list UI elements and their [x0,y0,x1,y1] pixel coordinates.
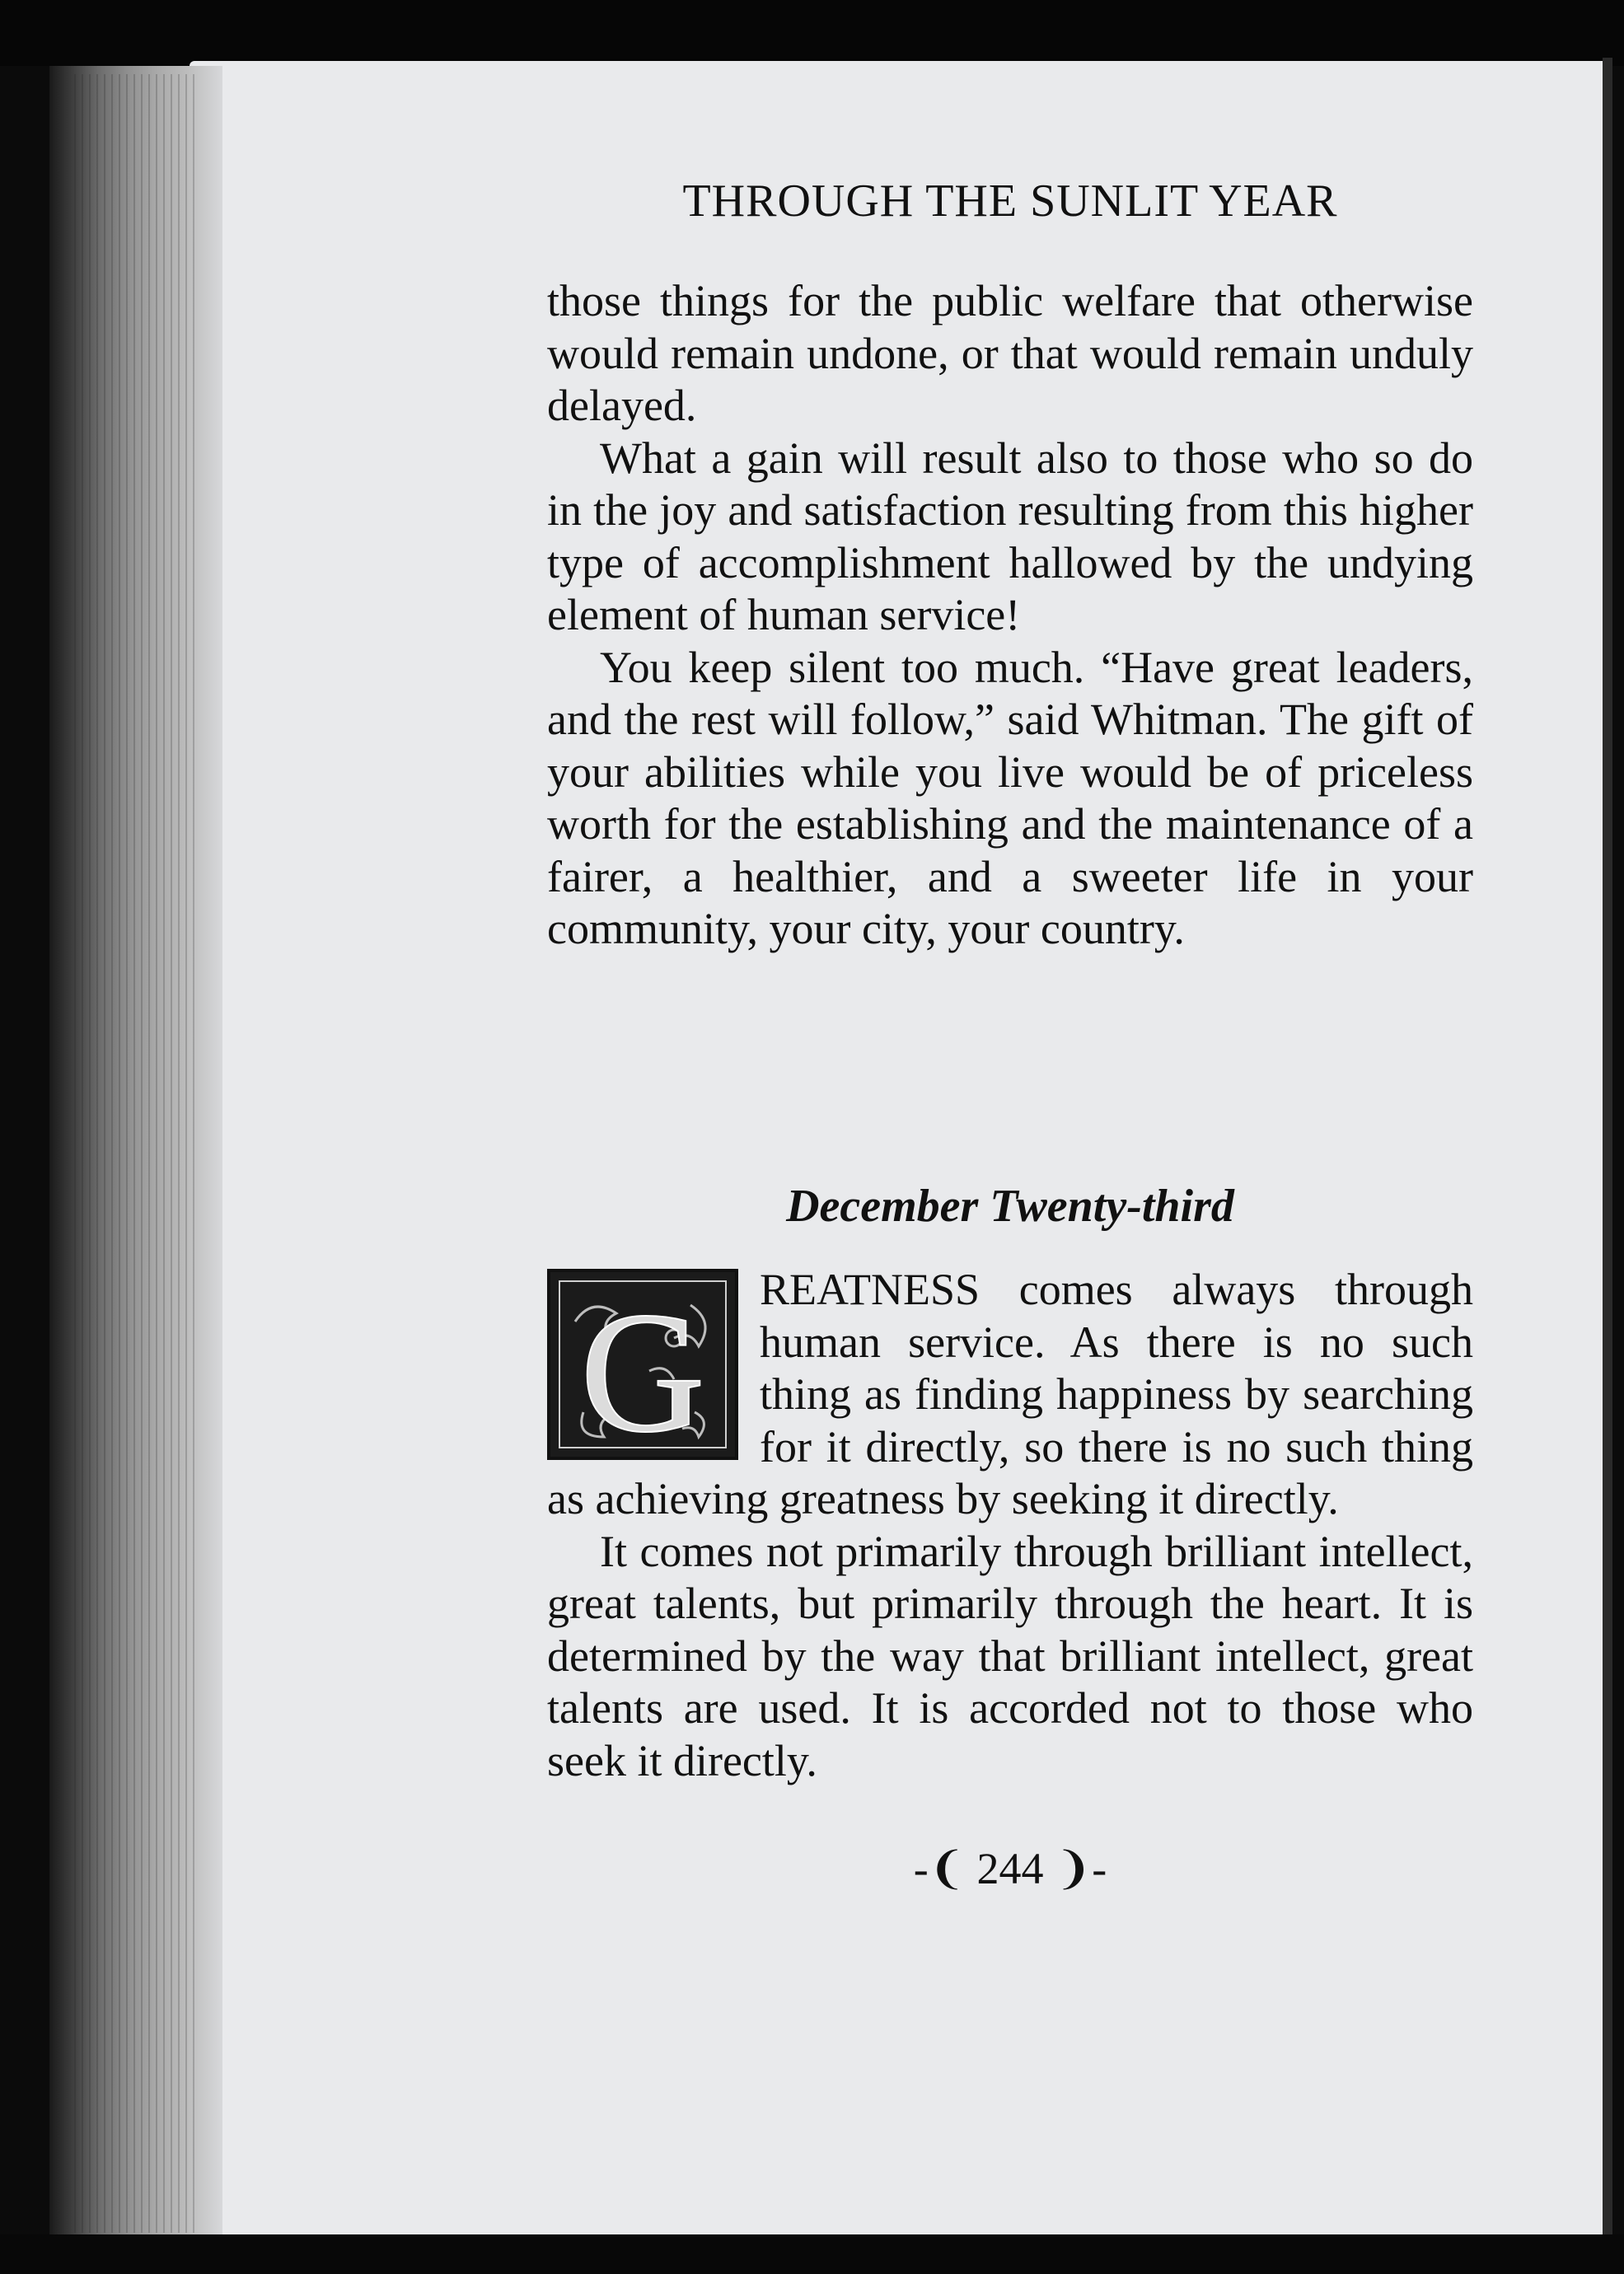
paragraph-continuation: those things for the public welfare that otherwise would remain undone, or that would remain unduly delayed. [547,276,1473,430]
page-edge-right [1603,58,1612,2241]
scan-frame-top [0,0,1624,66]
running-head: THROUGH THE SUNLIT YEAR [682,175,1338,227]
paragraph-gain: What a gain will result also to those who so do in the joy and satisfaction resulting from this higher type of accomplishment hallowed by the undying element of human service! [547,433,1473,639]
text-block-top [547,275,1473,956]
paragraph-silent: You keep silent too much. “Have great leaders, and the rest will follow,” said Whitman. The gift of your abilities while you live would be of priceless worth for the establishing and the maintenance of a fairer, a healthier, and a sweeter life in your community, your city, your country. [547,642,1473,953]
text-block-bottom [547,1264,1473,1787]
drop-cap-letter: G [580,1277,705,1457]
gutter-texture [74,74,198,2233]
scan-frame-bottom [0,2234,1624,2274]
drop-cap-ornament-icon [547,1269,738,1460]
page-number: -❨ 244 ❩- [913,1844,1107,1893]
paragraph-intellect: It comes not primarily through brilliant intellect, great talents, but primarily through the heart. It is determined by the way that brilliant intellect, great talents are used. It is accorded not to those who seek it directly. [547,1526,1473,1785]
section-heading: December Twenty-third [786,1181,1234,1232]
paragraph-greatness: REATNESS comes always through human service. As there is no such thing as finding happiness by searching for it directly, so there is no such thing as achieving greatness by seeking it directly. [547,1265,1473,1523]
drop-cap [547,1269,742,1468]
